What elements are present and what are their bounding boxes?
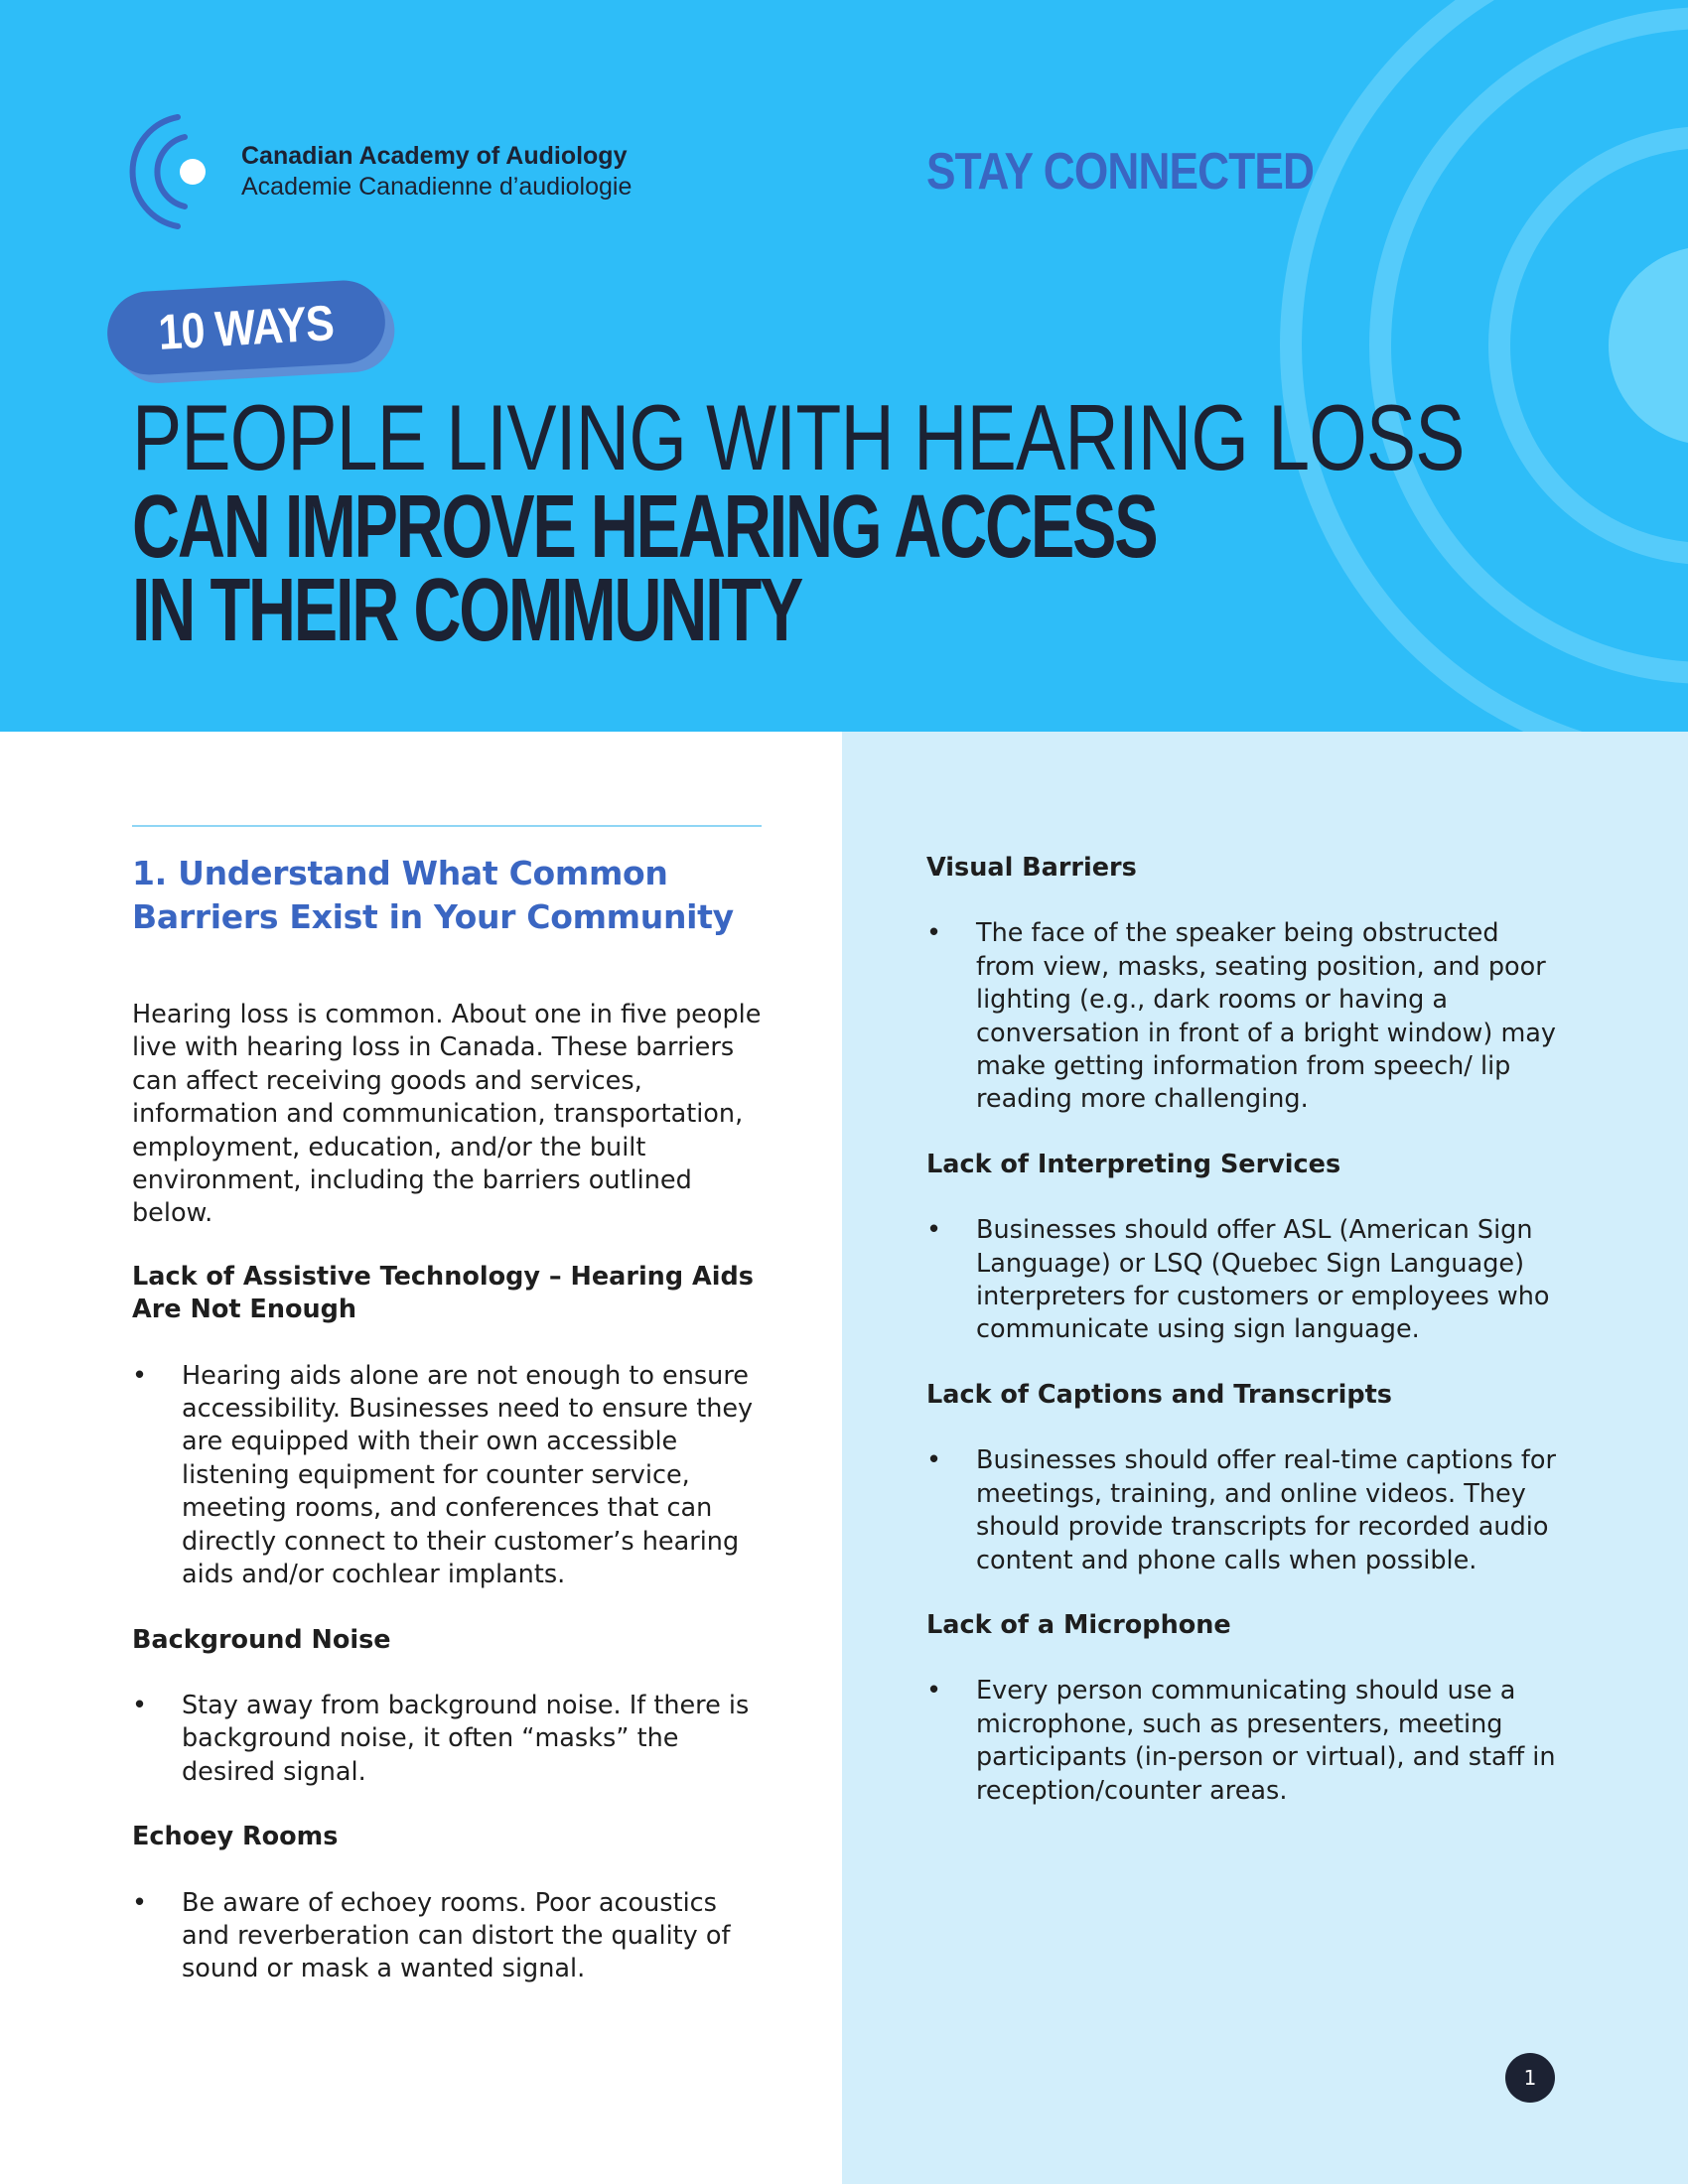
tagline: STAY CONNECTED	[926, 143, 1315, 201]
bullet-item	[926, 1444, 1562, 1577]
bullet-dot: •	[926, 1445, 942, 1476]
org-name-en: Canadian Academy of Audiology	[241, 142, 628, 170]
bullet-dot: •	[132, 1360, 148, 1391]
badge-label: 10 WAYS	[157, 295, 336, 360]
bullet-dot: •	[132, 1887, 148, 1918]
bullet-item	[926, 1214, 1562, 1347]
bullet-dot: •	[926, 1676, 942, 1706]
barrier-heading: Lack of Captions and Transcripts	[926, 1379, 1392, 1410]
academy-logo-icon	[123, 107, 212, 236]
title-line-1: PEOPLE LIVING WITH HEARING LOSS	[132, 385, 1465, 489]
bullet-dot: •	[926, 918, 942, 949]
barrier-heading: Lack of Assistive Technology – Hearing Aids Are Not Enough	[132, 1261, 754, 1325]
bullet-text: Hearing aids alone are not enough to ensure accessibility. Businesses need to ensure they are equipped with their own accessible listening equipment for counter service, meeting rooms, and conferences that can directly connect to their customer’s hearing aids and/or cochlear implants.	[182, 1360, 754, 1590]
bullet-dot: •	[926, 1215, 942, 1246]
intro-paragraph: Hearing loss is common. About one in five people live with hearing loss in Canada. These barriers can affect receiving goods and services, information and communication, transportation, employment, education, and/or the built environment, including the barriers outlined below.	[132, 1000, 762, 1229]
header-banner	[0, 0, 1688, 732]
title-line-2: CAN IMPROVE HEARING ACCESS	[132, 478, 1157, 577]
section-heading: 1. Understand What Common Barriers Exist in Your Community	[132, 854, 734, 936]
ten-ways-badge	[105, 278, 387, 376]
page-number: 1	[1505, 2053, 1555, 2103]
bullet-text: Stay away from background noise. If there is background noise, it often “masks” the desired signal.	[182, 1690, 750, 1787]
left-column	[132, 852, 768, 2018]
organization-name	[241, 141, 632, 203]
barrier-heading: Echoey Rooms	[132, 1822, 339, 1852]
bullet-text: Every person communicating should use a microphone, such as presenters, meeting participants (in-person or virtual), and staff in reception/counter areas.	[976, 1676, 1556, 1806]
bullet-text: The face of the speaker being obstructed from view, masks, seating position, and poor lighting (e.g., dark rooms or having a conversation in front of a bright window) may make getting information from speech/ lip reading more challenging.	[976, 918, 1557, 1115]
barrier-heading: Background Noise	[132, 1624, 391, 1655]
bullet-item	[926, 917, 1562, 1116]
barrier-heading: Visual Barriers	[926, 853, 1137, 883]
bullet-item	[132, 1887, 768, 1986]
bullet-item	[926, 1675, 1562, 1808]
bullet-item	[132, 1690, 768, 1789]
bullet-text: Be aware of echoey rooms. Poor acoustics and reverberation can distort the quality of sound or mask a wanted signal.	[182, 1887, 731, 1984]
bullet-text: Businesses should offer real-time captions for meetings, training, and online videos. They should provide transcripts for recorded audio content and phone calls when possible.	[976, 1445, 1556, 1575]
barrier-heading: Lack of a Microphone	[926, 1609, 1231, 1640]
barrier-heading: Lack of Interpreting Services	[926, 1149, 1341, 1179]
org-name-fr: Academie Canadienne d’audiologie	[241, 173, 633, 201]
bullet-dot: •	[132, 1690, 148, 1720]
bullet-text: Businesses should offer ASL (American Sign Language) or LSQ (Quebec Sign Language) interpreters for customers or employees who communicate using sign language.	[976, 1215, 1550, 1345]
title-line-3: IN THEIR COMMUNITY	[132, 561, 802, 660]
page-title	[132, 385, 1688, 660]
bullet-item	[132, 1360, 768, 1592]
section-divider	[132, 825, 762, 827]
right-column	[926, 852, 1562, 1840]
